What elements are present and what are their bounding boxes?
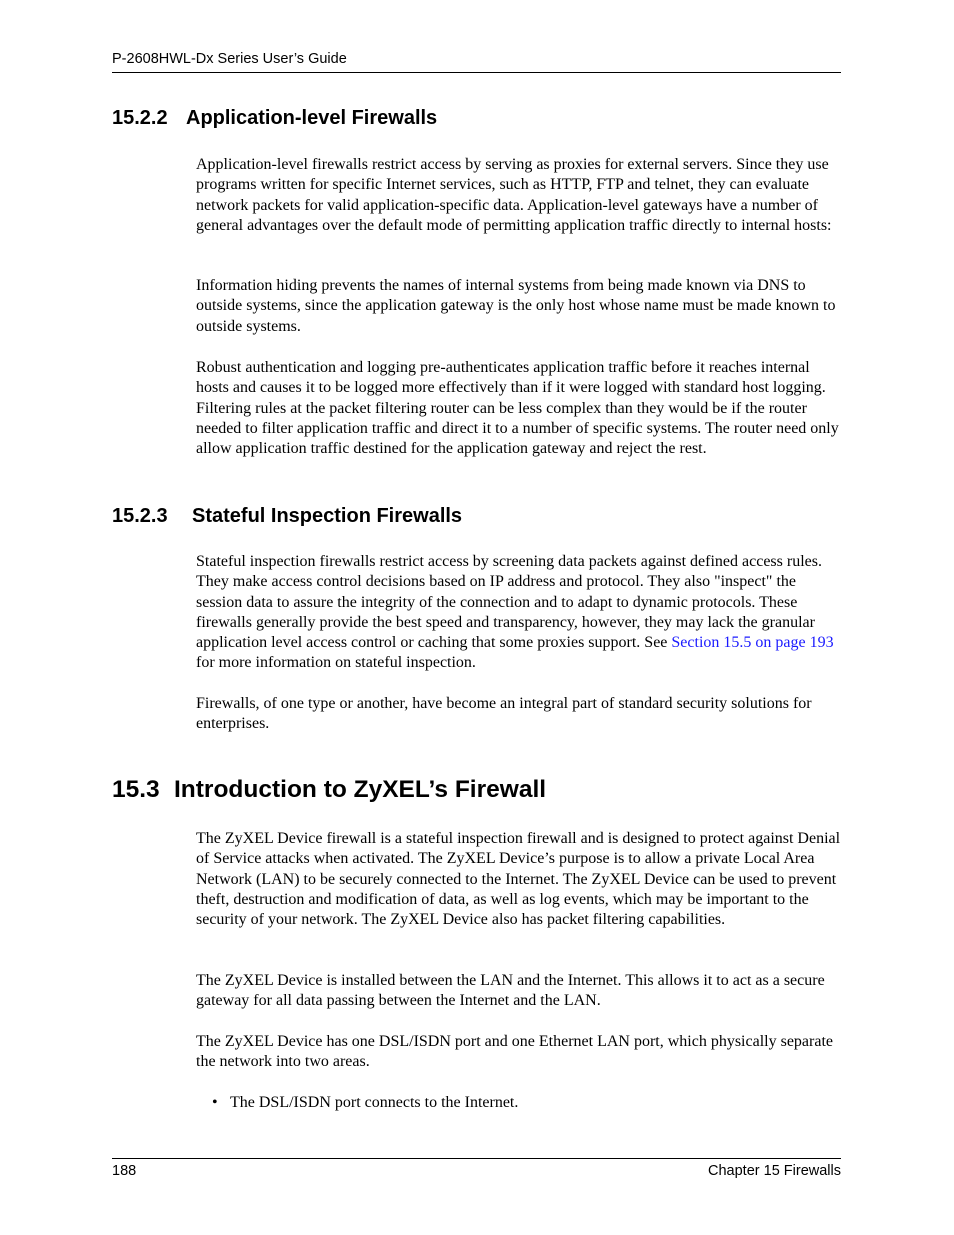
running-footer (112, 1158, 841, 1179)
running-header: P-2608HWL-Dx Series User’s Guide (112, 51, 841, 73)
list-item-text: The DSL/ISDN port connects to the Internet. (230, 1094, 519, 1111)
paragraph: The ZyXEL Device has one DSL/ISDN port and one Ethernet LAN port, which physically separate the network into two areas. (196, 1033, 833, 1071)
paragraph: The ZyXEL Device is installed between the LAN and the Internet. This allows it to act as a secure gateway for all data passing between the Internet and the LAN. (196, 972, 825, 1010)
section-title: Application-level Firewalls (186, 107, 438, 129)
section-number: 15.2.3 (112, 505, 168, 527)
paragraph-text: Stateful inspection firewalls restrict access by screening data packets against defined access rules. They make access control decisions based on IP address and protocol. They also "inspect" the session data to assure the integrity of the connection and to adapt to dynamic protocols. These firewalls generally provide the best speed and transparency, however, they may lack the granular application level access control or caching that some proxies support. See (196, 553, 822, 652)
paragraph: The ZyXEL Device firewall is a stateful inspection firewall and is designed to protect against Denial of Service attacks when activated. The ZyXEL Device’s purpose is to allow a private Local Area Network (LAN) to be securely connected to the Internet. The ZyXEL Device can be used to prevent theft, destruction and modification of data, as well as log events, which may be important to the security of your network. The ZyXEL Device also has packet filtering capabilities. (196, 830, 841, 929)
list-item (212, 1093, 518, 1113)
paragraph: Application-level firewalls restrict access by serving as proxies for external servers. Since they use programs written for specific Internet services, such as HTTP, FTP and telnet, they can evaluate network packets for valid application-specific data. Application-level gateways have a number of general advantages over the default mode of permitting application traffic directly to internal hosts: (196, 156, 832, 234)
section-title: Introduction to ZyXEL’s Firewall (174, 776, 547, 803)
paragraph (196, 552, 846, 674)
paragraph: Firewalls, of one type or another, have become an integral part of standard security solutions for enterprises. (196, 695, 812, 733)
chapter-label: Chapter 15 Firewalls (708, 1163, 841, 1179)
section-number: 15.2.2 (112, 107, 168, 129)
bullet-marker: • (212, 1094, 218, 1111)
section-title: Stateful Inspection Firewalls (192, 505, 463, 527)
section-15-2-3-heading (112, 505, 462, 528)
section-15-3-heading (112, 776, 546, 804)
section-15-2-2-heading (112, 107, 437, 130)
paragraph: Information hiding prevents the names of internal systems from being made known via DNS to outside systems, since the application gateway is the only host whose name must be made known to outside systems. (196, 277, 836, 335)
page-number: 188 (112, 1163, 137, 1179)
section-number: 15.3 (112, 776, 160, 803)
cross-reference-link[interactable]: Section 15.5 on page 193 (671, 634, 834, 652)
paragraph-text: for more information on stateful inspection. (196, 654, 476, 672)
paragraph: Robust authentication and logging pre-authenticates application traffic before it reaches internal hosts and causes it to be logged more effectively than if it were logged with standard host logging. Filtering rules at the packet filtering router can be less complex than they would be if the router needed to filter application traffic and direct it to a number of specific systems. The router need only allow application traffic destined for the application gateway and reject the rest. (196, 359, 839, 458)
